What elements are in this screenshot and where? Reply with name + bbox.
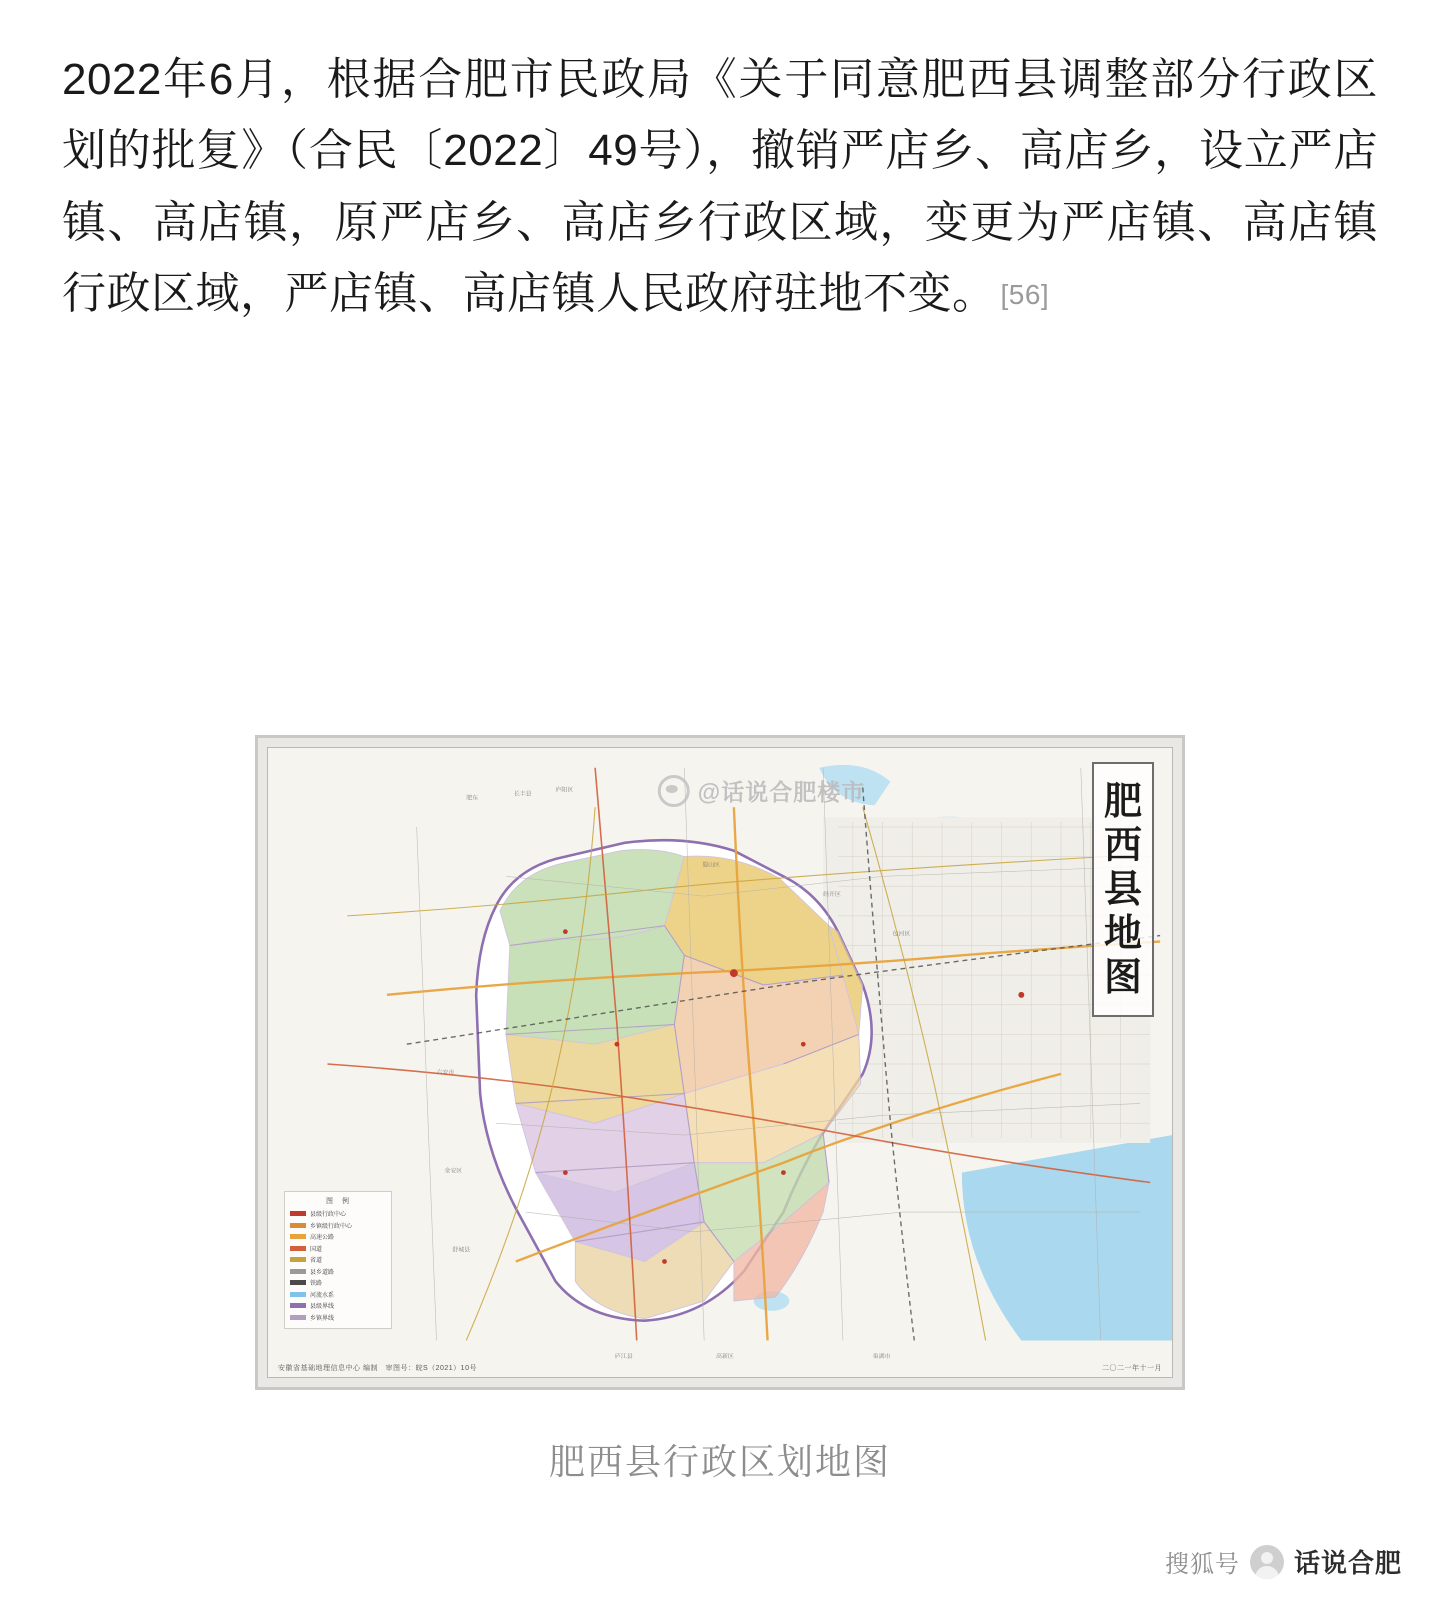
legend-label: 县级界线: [310, 1304, 335, 1310]
account-name[interactable]: 话说合肥: [1293, 1548, 1402, 1578]
legend-title: 图 例: [326, 1198, 350, 1205]
svg-text:经开区: 经开区: [823, 891, 841, 899]
legend-swatch: [290, 1315, 306, 1320]
legend-item: [290, 1255, 386, 1264]
map-legend: [284, 1191, 392, 1329]
map-title-char-4: 地: [1103, 912, 1142, 955]
svg-text:金安区: 金安区: [444, 1167, 463, 1175]
svg-text:长丰县: 长丰县: [513, 790, 532, 798]
svg-text:庐阳区: 庐阳区: [555, 786, 574, 794]
source-footer[interactable]: [1165, 1543, 1402, 1580]
legend-swatch: [290, 1280, 306, 1285]
legend-swatch: [290, 1269, 306, 1274]
svg-text:肥东: 肥东: [466, 794, 479, 802]
figure-block: [0, 735, 1440, 1485]
legend-swatch: [290, 1257, 306, 1262]
legend-item: [290, 1232, 386, 1241]
legend-item: [290, 1267, 386, 1276]
legend-swatch: [290, 1211, 306, 1216]
svg-text:包河区: 包河区: [892, 930, 911, 938]
legend-swatch: [290, 1303, 306, 1308]
legend-label: 乡镇级行政中心: [310, 1223, 353, 1230]
svg-text:蜀山区: 蜀山区: [702, 861, 720, 869]
legend-swatch: [290, 1234, 306, 1239]
legend-item: [290, 1221, 386, 1230]
legend-item: [290, 1313, 386, 1322]
legend-label: 高速公路: [310, 1235, 335, 1241]
map-title-char-2: 西: [1103, 824, 1142, 867]
svg-text:巢湖市: 巢湖市: [872, 1353, 891, 1361]
map-title-cartouche: [1092, 762, 1154, 1017]
map-credit-right: 二〇二一年十一月: [1102, 1365, 1162, 1372]
map-credit-left: 安徽省基础地理信息中心 编制 审图号：皖S（2021）10号: [278, 1365, 477, 1372]
svg-text:六安市: 六安市: [436, 1068, 455, 1076]
legend-item: [290, 1244, 386, 1253]
legend-item: [290, 1301, 386, 1310]
legend-label: 河流水系: [310, 1292, 335, 1299]
legend-item: [290, 1290, 386, 1299]
legend-item: [290, 1278, 386, 1287]
map-title-char-5: 图: [1103, 956, 1142, 999]
svg-text:舒城县: 舒城县: [452, 1246, 471, 1254]
map-image[interactable]: [267, 747, 1173, 1378]
legend-label: 铁路: [310, 1281, 323, 1287]
article-body: [62, 44, 1378, 329]
citation-marker[interactable]: [56]: [1000, 278, 1050, 310]
legend-label: 县级行政中心: [310, 1212, 347, 1218]
map-title-char-1: 肥: [1103, 780, 1142, 823]
avatar: [1250, 1545, 1284, 1579]
article-paragraph: [62, 44, 1378, 329]
legend-label: 乡镇界线: [310, 1315, 335, 1322]
map-image-frame[interactable]: [255, 735, 1185, 1390]
source-label: 搜狐号: [1164, 1551, 1240, 1578]
legend-swatch: [290, 1292, 306, 1297]
legend-label: 县乡道路: [310, 1269, 335, 1276]
svg-text:庐江县: 庐江县: [614, 1353, 633, 1361]
figure-caption: 肥西县行政区划地图: [548, 1441, 891, 1482]
watermark-text: @话说合肥楼市: [697, 779, 866, 805]
legend-label: 国道: [310, 1246, 323, 1253]
map-graphic: [268, 748, 1172, 1377]
legend-item: [290, 1209, 386, 1218]
legend-label: 省道: [310, 1258, 323, 1264]
legend-swatch: [290, 1223, 306, 1228]
map-title-char-3: 县: [1103, 868, 1142, 911]
svg-text:高新区: 高新区: [716, 1353, 734, 1361]
paragraph-text: 2022年6月，根据合肥市民政局《关于同意肥西县调整部分行政区划的批复》（合民〔2022〕49号），撤销严店乡、高店乡，设立严店镇、高店镇，原严店乡、高店乡行政区域，变更为严店镇、高店镇行政区域，严店镇、高店镇人民政府驻地不变。: [62, 55, 1378, 318]
legend-swatch: [290, 1246, 306, 1251]
